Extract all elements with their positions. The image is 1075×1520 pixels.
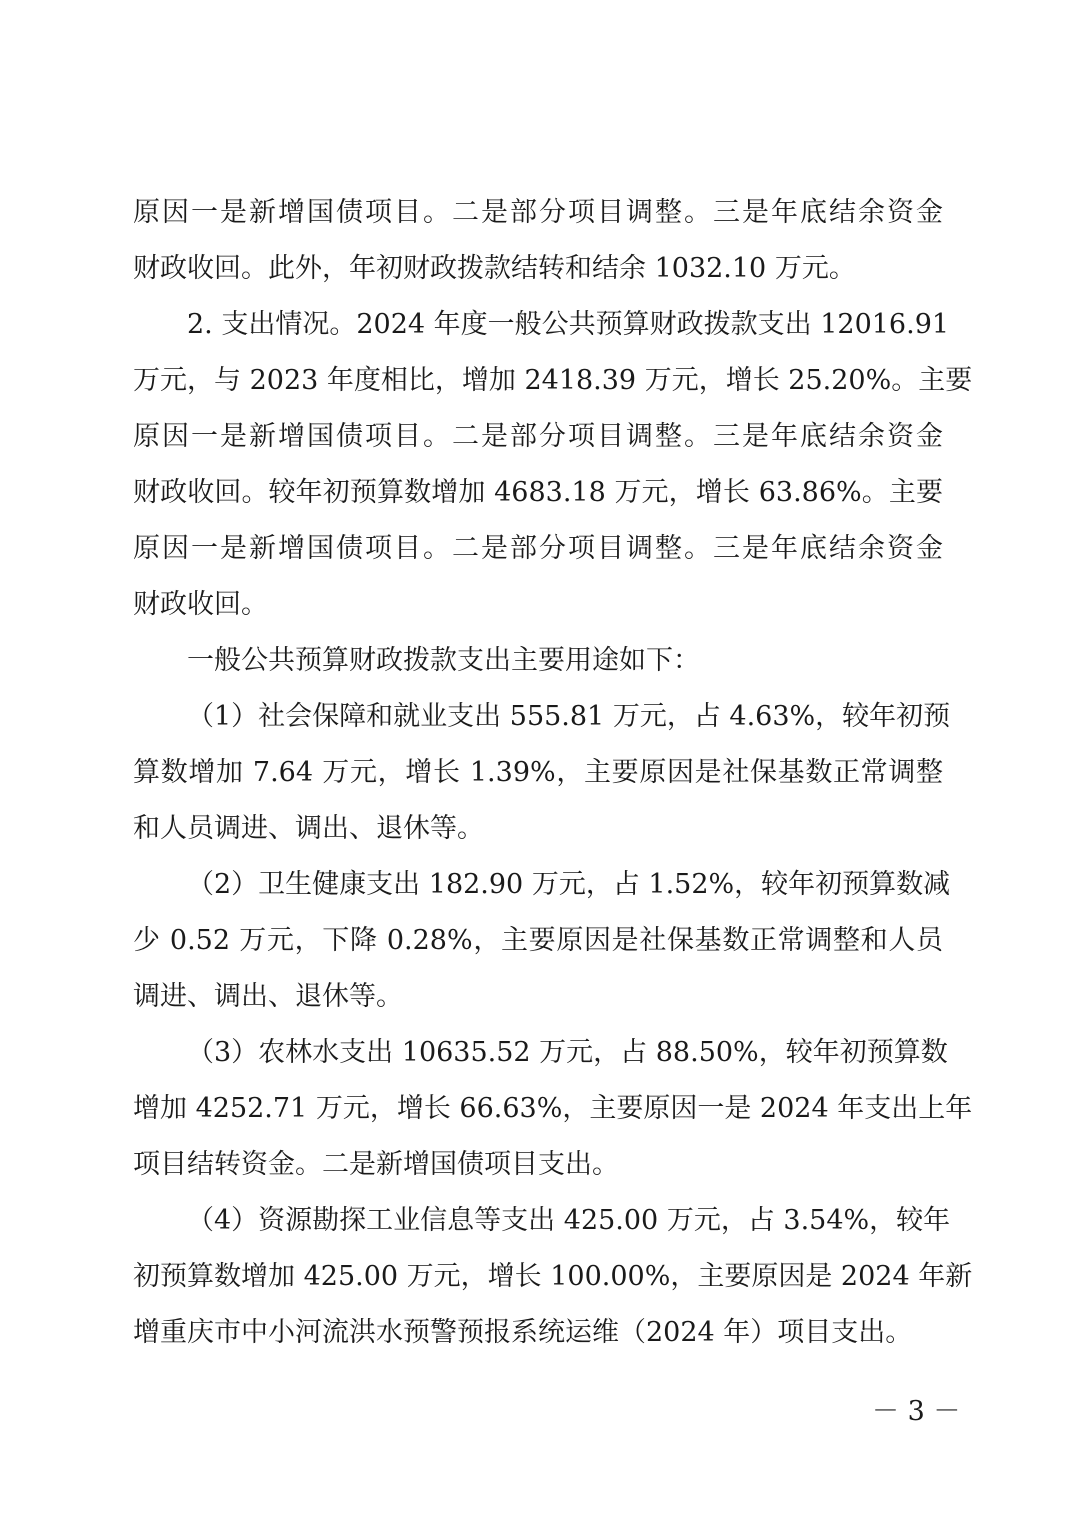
paragraph-item-social-security — [133, 689, 951, 857]
text-line: 增重庆市中小河流洪水预警预报系统运维（2024 年）项目支出。 — [133, 1317, 913, 1348]
text-line: 算数增加 7.64 万元，增长 1.39%，主要原因是社保基数正常调整 — [133, 757, 943, 788]
text-line: 和人员调进、调出、退休等。 — [133, 813, 484, 844]
paragraph-item-health — [133, 857, 951, 1025]
text-line: （4）资源勘探工业信息等支出 425.00 万元，占 3.54%，较年 — [187, 1205, 951, 1236]
text-line: 财政收回。 — [133, 589, 268, 620]
text-line: 一般公共预算财政拨款支出主要用途如下： — [187, 645, 700, 676]
paragraph-expenditure — [133, 297, 973, 633]
text-line: 万元，与 2023 年度相比，增加 2418.39 万元，增长 25.20%。主要 — [133, 365, 973, 396]
text-line: 项目结转资金。二是新增国债项目支出。 — [133, 1149, 619, 1180]
paragraph-item-resources — [133, 1193, 973, 1361]
text-line: （3）农林水支出 10635.52 万元，占 88.50%，较年初预算数 — [187, 1037, 948, 1068]
paragraph-income-continued — [133, 185, 943, 297]
paragraph-item-agriculture — [133, 1025, 973, 1193]
text-line: 财政收回。较年初预算数增加 4683.18 万元，增长 63.86%。主要 — [133, 477, 943, 508]
text-line: 财政收回。此外，年初财政拨款结转和结余 1032.10 万元。 — [133, 253, 856, 284]
text-line: 增加 4252.71 万元，增长 66.63%，主要原因一是 2024 年支出上年 — [133, 1093, 973, 1124]
page-number: － 3 － — [872, 1396, 961, 1427]
paragraph-uses-intro — [133, 633, 943, 689]
text-line: 原因一是新增国债项目。二是部分项目调整。三是年底结余资金 — [133, 197, 943, 228]
text-line: （2）卫生健康支出 182.90 万元，占 1.52%，较年初预算数减 — [187, 869, 951, 900]
document-body — [133, 185, 973, 1361]
text-line: 原因一是新增国债项目。二是部分项目调整。三是年底结余资金 — [133, 533, 943, 564]
text-line: 初预算数增加 425.00 万元，增长 100.00%，主要原因是 2024 年新 — [133, 1261, 973, 1292]
text-line: 原因一是新增国债项目。二是部分项目调整。三是年底结余资金 — [133, 421, 943, 452]
text-line: 少 0.52 万元，下降 0.28%，主要原因是社保基数正常调整和人员 — [133, 925, 943, 956]
text-line: 调进、调出、退休等。 — [133, 981, 403, 1012]
text-line: （1）社会保障和就业支出 555.81 万元，占 4.63%，较年初预 — [187, 701, 951, 732]
text-line: 2. 支出情况。2024 年度一般公共预算财政拨款支出 12016.91 — [187, 309, 950, 340]
